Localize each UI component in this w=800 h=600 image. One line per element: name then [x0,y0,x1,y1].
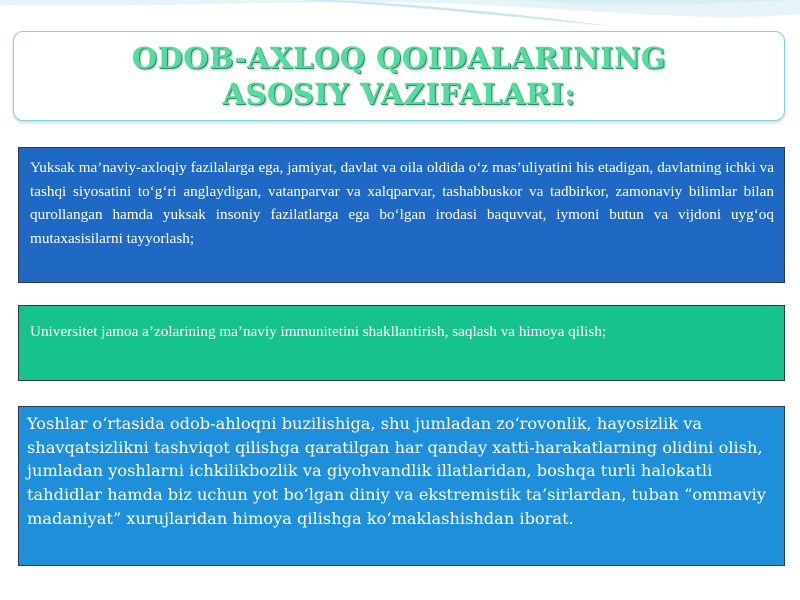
task-text-2: Universitet jamoa a’zolarining ma’naviy immunitetini shakllantirish, saqlash va himoya qilish; [30,323,607,340]
task-panel-3 [18,406,785,566]
task-text-3: Yoshlar o‘rtasida odob-ahloqni buzilishiga, shu jumladan zo‘rovonlik, hayosizlik va shavqatsizlikni tashviqot qilishga qaratilgan har qanday xatti-harakatlarning olidini olish, jumladan yoshlarni ichkilikbozlik va giyohvandlik illatlaridan, boshqa turli halokatli tahdidlar hamda biz uchun yot bo‘lgan diniy va ekstremistik ta’sirlardan, tuban “ommaviy madaniyat” xurujlaridan himoya qilishga ko‘maklashishdan iborat. [27,414,766,528]
task-panel-1 [18,147,785,283]
task-text-1: Yuksak ma’naviy-axloqiy fazilalarga ega, jamiyat, davlat va oila oldida o‘z mas’uliyatini his etadigan, davlatning ichki va tashqi siyosatini to‘g‘ri anglaydigan, vatanparvar va xalqparvar, tashabbuskor va tadbirkor, zamonaviy bilimlar bilan qurollangan hamda yuksak insoniy fazilatlarga ega bo‘lgan irodasi baquvvat, iymoni butun va vijdoni uyg‘oq mutaxasisilarni tayyorlash; [30,159,774,247]
task-panel-2 [18,305,785,381]
page-title: ODOB-AXLOQ QOIDALARINING ASOSIY VAZIFALARI: [131,41,667,111]
title-box [13,31,785,121]
